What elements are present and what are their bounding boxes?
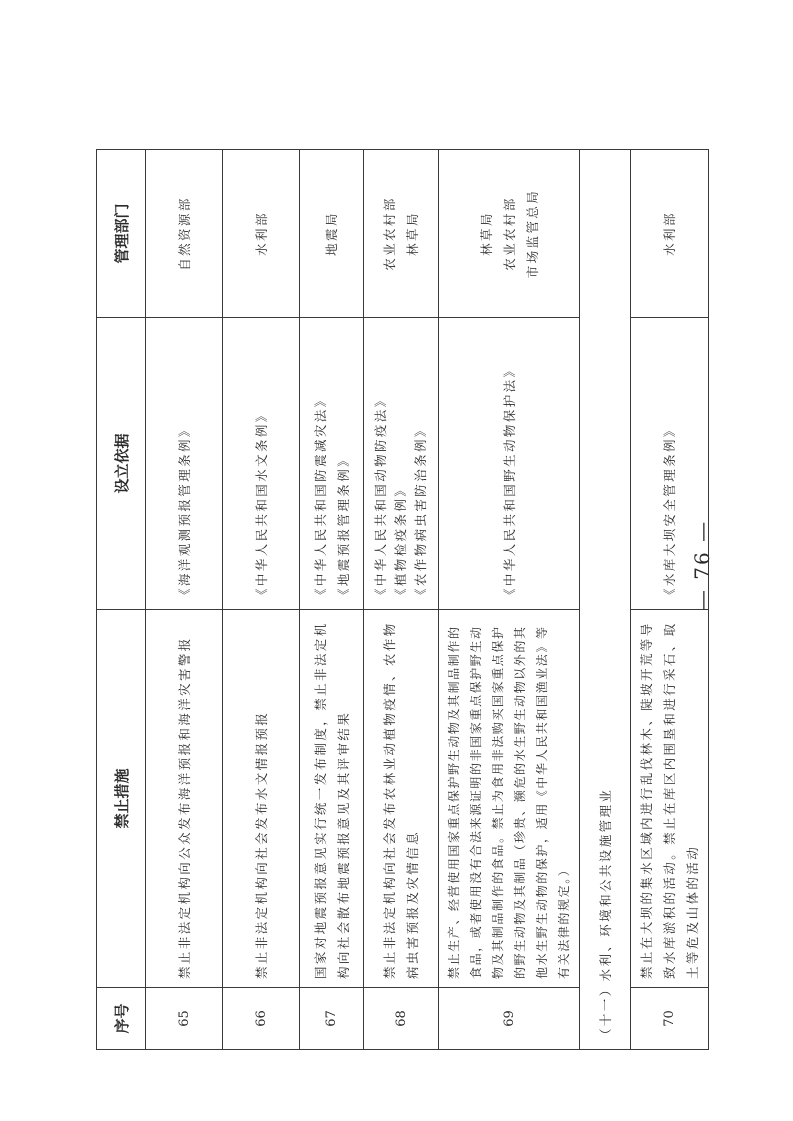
dept-line: 林草局 (405, 211, 420, 256)
dept-cell (364, 150, 439, 318)
row-number: 66 (223, 988, 300, 1050)
dept-line: 水利部 (662, 211, 677, 256)
basis-line: 《地震预报管理条例》 (335, 451, 351, 601)
row-number: 67 (300, 988, 364, 1050)
basis-line: 《中华人民共和国动物防疫法》 (373, 392, 388, 601)
table-row (439, 150, 580, 1050)
basis-line: 《中华人民共和国野生动物保护法》 (501, 362, 517, 601)
table-row (146, 150, 223, 1050)
page-number-text: — 76 — (690, 519, 715, 611)
basis-cell (300, 318, 364, 610)
header-basis: 设立依据 (97, 318, 146, 610)
dept-line: 地震局 (324, 211, 339, 256)
dept-line: 林草局 (478, 211, 494, 256)
measure-cell: 禁止在大坝的集水区域内进行乱伐林木、陡坡开荒等导致水库淤积的活动。禁止在库区内围垦和进行采石、取土等危及山体的活动 (631, 610, 709, 988)
basis-cell (223, 318, 300, 610)
measure-cell: 国家对地震预报意见实行统一发布制度，禁止非法定机构向社会散布地震预报意见及其评审结果 (300, 610, 364, 988)
measure-cell: 禁止非法定机构向公众发布海洋预报和海洋灾害警报 (146, 610, 223, 988)
dept-line: 自然资源部 (176, 196, 192, 271)
table-row (223, 150, 300, 1050)
basis-line: 《植物检疫条例》 (393, 481, 408, 601)
prohibition-table (96, 149, 709, 1050)
basis-cell (439, 318, 580, 610)
rotated-table-container (96, 150, 771, 1050)
header-measure: 禁止措施 (97, 610, 146, 988)
dept-cell (631, 150, 709, 318)
basis-line: 《农作物病虫害防治条例》 (413, 422, 428, 601)
section-heading: （十一）水利、环境和公共设施管理业 (580, 150, 631, 1050)
dept-cell (439, 150, 580, 318)
table-row (300, 150, 364, 1050)
dept-cell (300, 150, 364, 318)
dept-line: 水利部 (253, 211, 269, 256)
row-number: 65 (146, 988, 223, 1050)
section-row (580, 150, 631, 1050)
table-row (364, 150, 439, 1050)
measure-cell: 禁止非法定机构向社会发布农林业动植物疫情、农作物病虫害预报及灾情信息 (364, 610, 439, 988)
basis-cell (364, 318, 439, 610)
dept-cell (223, 150, 300, 318)
basis-line: 《海洋观测预报管理条例》 (176, 422, 192, 601)
row-number: 69 (439, 988, 580, 1050)
header-seq: 序号 (97, 988, 146, 1050)
dept-cell (146, 150, 223, 318)
measure-cell: 禁止生产、经营使用国家重点保护野生动物及其制品制作的食品，或者使用没有合法来源证明的非国家重点保护野生动物及其制品制作的食品。禁止为食用非法购买国家重点保护的野生动物及其制品（珍贵、濒危的水生野生动物以外的其他水生野生动物的保护，适用《中华人民共和国渔业法》等有关法律的规定。） (439, 610, 580, 988)
row-number: 68 (364, 988, 439, 1050)
basis-line: 《中华人民共和国防震减灾法》 (312, 392, 328, 601)
header-dept: 管理部门 (97, 150, 146, 318)
dept-line: 市场监管总局 (524, 188, 540, 279)
basis-cell (146, 318, 223, 610)
dept-line: 农业农村部 (382, 196, 397, 271)
measure-cell: 禁止非法定机构向社会发布水文情报预报 (223, 610, 300, 988)
row-number: 70 (631, 988, 709, 1050)
page-number (687, 490, 717, 640)
table-header-row (97, 150, 146, 1050)
basis-line: 《水库大坝安全管理条例》 (662, 422, 677, 601)
dept-line: 农业农村部 (501, 196, 517, 271)
basis-line: 《中华人民共和国水文条例》 (253, 407, 269, 601)
